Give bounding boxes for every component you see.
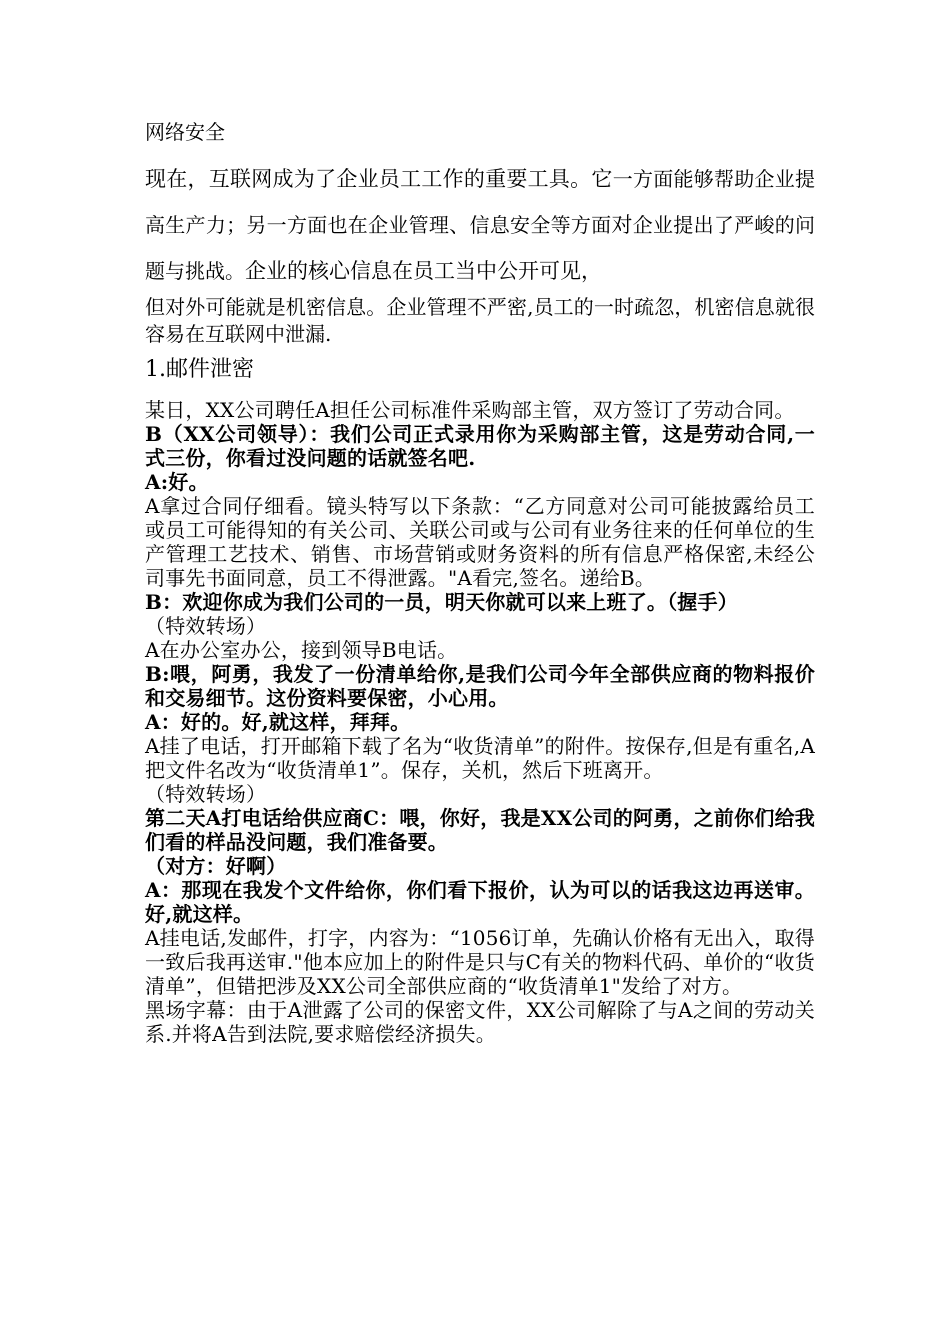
intro-tail: 但对外可能就是机密信息。企业管理不严密,员工的一时疏忽，机密信息就很容易在互联网中泄漏. bbox=[145, 295, 815, 346]
script-line: （特效转场） bbox=[145, 782, 267, 806]
script-body bbox=[145, 398, 815, 1046]
document-title: 网络安全 bbox=[145, 120, 225, 144]
script-line: 第二天A打电话给供应商C：喂，你好，我是XX公司的阿勇，之前你们给我们看的样品没问题，我们准备要。 bbox=[145, 806, 815, 854]
script-line: A挂电话,发邮件，打字，内容为：“1056订单，先确认价格有无出入，取得一致后我再送审."他本应加上的附件是只与C有关的物料代码、单价的“收货清单”，但错把涉及XX公司全部供应商的“收货清单1"发给了对方。 bbox=[145, 926, 815, 998]
script-line: A在办公室办公，接到领导B电话。 bbox=[145, 638, 458, 662]
script-line: A：好的。好,就这样，拜拜。 bbox=[145, 710, 411, 734]
script-line: A:好。 bbox=[145, 470, 209, 494]
section-heading: 1.邮件泄密 bbox=[145, 357, 254, 382]
intro-part-4: 企业提出了严峻的问题与挑战。 bbox=[145, 213, 815, 283]
intro-part-3: 对 bbox=[611, 213, 633, 237]
script-line: 某日，XX公司聘任A担任公司标准件采购部主管，双方签订了劳动合同。 bbox=[145, 398, 795, 422]
script-line: （对方：好啊） bbox=[145, 854, 287, 878]
script-line: A：那现在我发个文件给你，你们看下报价，认为可以的话我这边再送审。好,就这样。 bbox=[145, 878, 815, 926]
script-line: A挂了电话，打开邮箱下载了名为“收货清单”的附件。按保存,但是有重名,A把文件名改为“收货清单1”。保存，关机，然后下班离开。 bbox=[145, 734, 815, 782]
intro-part-5: 企业的核心信息在员工当中公开可见， bbox=[245, 259, 602, 283]
script-line: B（XX公司领导）：我们公司正式录用你为采购部主管，这是劳动合同,一式三份，你看过没问题的话就签名吧. bbox=[145, 422, 815, 470]
intro-part-1: 现在，互联网成为了企业员工工作的重要工具。它 bbox=[145, 167, 613, 191]
script-line: A拿过合同仔细看。镜头特写以下条款：“乙方同意对公司可能披露给员工或员工可能得知的有关公司、关联公司或与公司有业务往来的任何单位的生产管理工艺技术、销售、市场营销或财务资料的所有信息严格保密,未经公司事先书面同意，员工不得泄露。"A看完,签名。递给B。 bbox=[145, 494, 815, 590]
intro-paragraph bbox=[145, 156, 815, 294]
intro-part-2: 一方面能够帮助企业提高生产力；另一方面也在企业管理、信息安全等方面 bbox=[145, 167, 816, 237]
script-line: （特效转场） bbox=[145, 614, 267, 638]
script-line: 黑场字幕：由于A泄露了公司的保密文件，XX公司解除了与A之间的劳动关系.并将A告到法院,要求赔偿经济损失。 bbox=[145, 998, 815, 1046]
script-line: B:喂，阿勇，我发了一份清单给你,是我们公司今年全部供应商的物料报价和交易细节。这份资料要保密，小心用。 bbox=[145, 662, 815, 710]
document-page bbox=[145, 118, 815, 1046]
script-line: B：欢迎你成为我们公司的一员，明天你就可以来上班了。（握手） bbox=[145, 590, 738, 614]
